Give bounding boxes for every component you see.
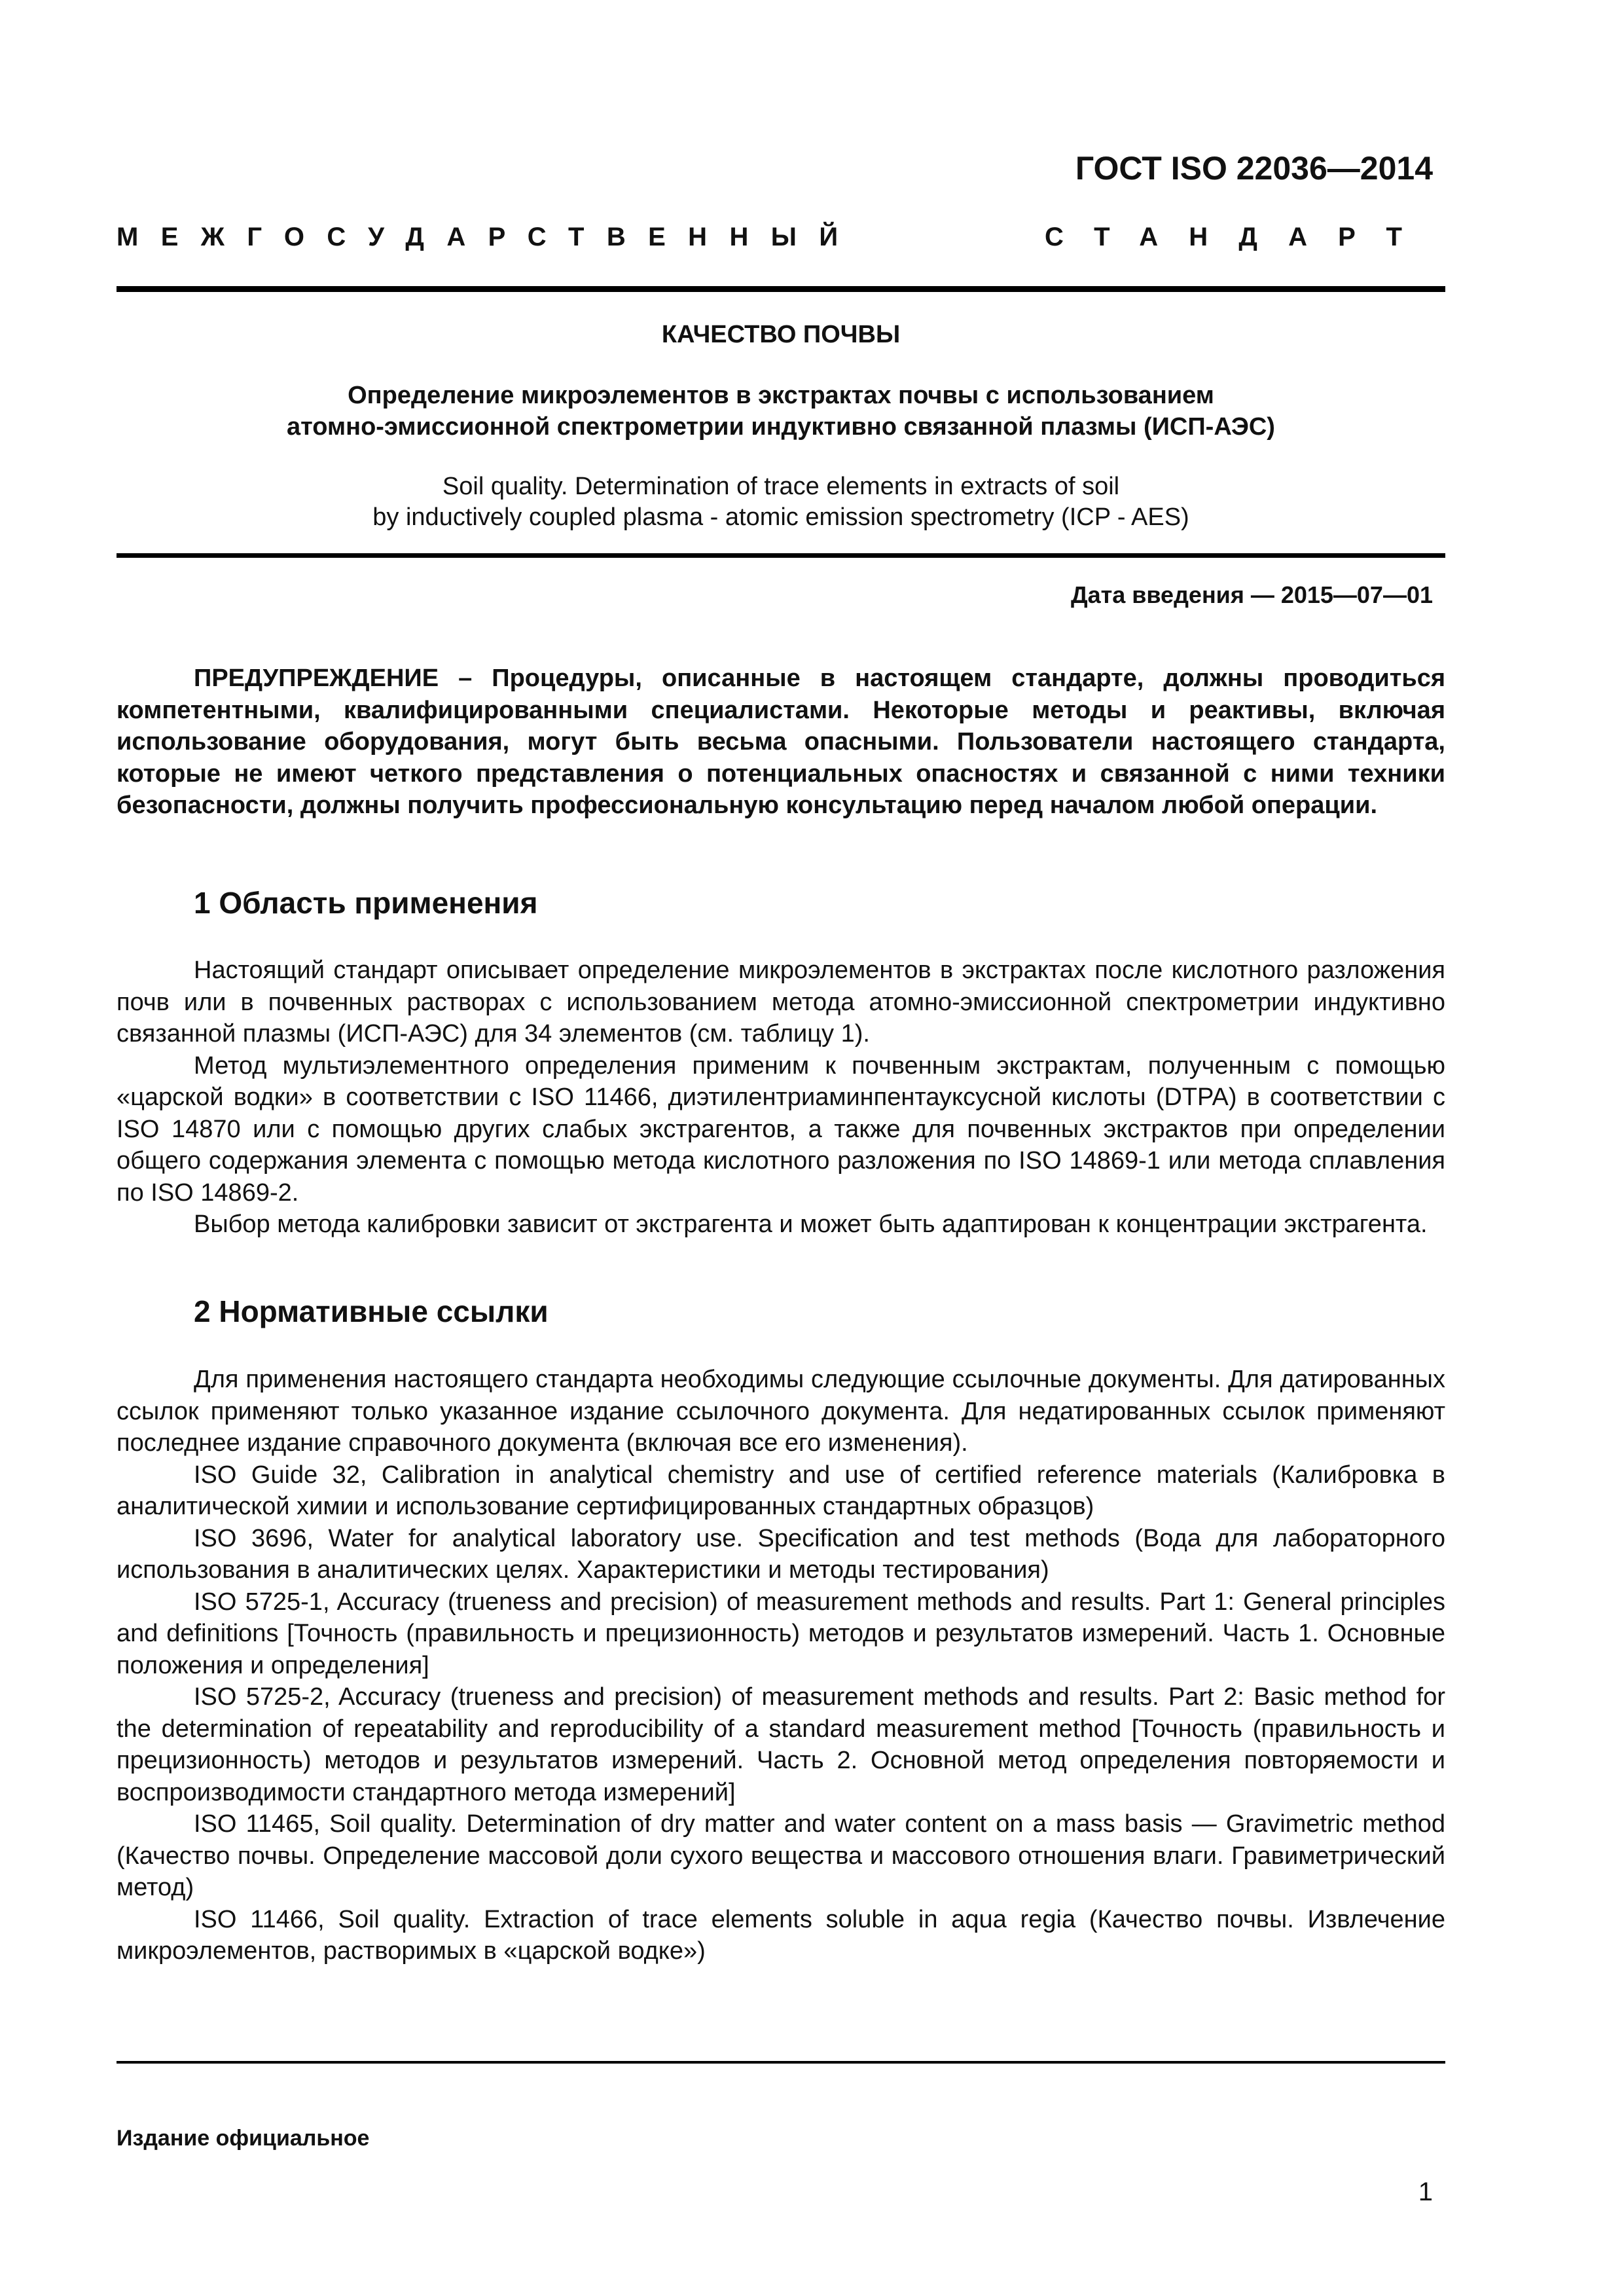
standard-designation: ГОСТ ISO 22036—2014 bbox=[1075, 150, 1433, 187]
footer-divider bbox=[117, 2061, 1445, 2064]
document-subtitle-en bbox=[117, 471, 1445, 533]
header-divider bbox=[117, 286, 1445, 292]
standard-type-label bbox=[117, 223, 1434, 252]
subtitle-ru-line-2: атомно-эмиссионной спектрометрии индуктивно связанной плазмы (ИСП-АЭС) bbox=[287, 413, 1275, 441]
subtitle-ru-line-1: Определение микроэлементов в экстрактах почвы с использованием bbox=[348, 382, 1214, 409]
subtitle-en-line-1: Soil quality. Determination of trace elements in extracts of soil bbox=[442, 473, 1120, 500]
warning-text: ПРЕДУПРЕЖДЕНИЕ – Процедуры, описанные в настоящем стандарте, должны проводиться компетентными, квалифицированными специалистами. Некоторые методы и реактивы, включая использование оборудования, могут быть весьма опасными. Пользователи настоящего стандарта, которые не имеют четкого представления о потенциальных опасностях и связанной с ними техники безопасности, должны получить профессиональную консультацию перед началом любой операции. bbox=[117, 665, 1445, 819]
page-number: 1 bbox=[1418, 2178, 1433, 2206]
section-body-normative-references bbox=[117, 1364, 1445, 1967]
standard-type-word-standard: СТАНДАРТ bbox=[1045, 223, 1434, 251]
date-of-introduction: Дата введения — 2015—07—01 bbox=[1070, 581, 1433, 608]
paragraph: Для применения настоящего стандарта необходимы следующие ссылочные документы. Для датированных ссылок применяют только указанное издание ссылочного документа. Для недатированных ссылок применяют последнее издание справочного документа (включая все его изменения). bbox=[117, 1366, 1445, 1457]
document-title: КАЧЕСТВО ПОЧВЫ bbox=[661, 321, 901, 348]
section-heading-normative-references: 2 Нормативные ссылки bbox=[194, 1294, 549, 1328]
standard-type-word-interstate: МЕЖГОСУДАРСТВЕННЫЙ bbox=[117, 223, 861, 251]
reference-item: ISO 3696, Water for analytical laboratory use. Specification and test methods (Вода для лабораторного использования в аналитических целях. Характеристики и методы тестирования) bbox=[117, 1524, 1445, 1584]
document-subtitle-ru bbox=[117, 380, 1445, 443]
reference-item: ISO Guide 32, Calibration in analytical chemistry and use of certified reference materials (Калибровка в аналитической химии и использование сертифицированных стандартных образцов) bbox=[117, 1461, 1445, 1520]
paragraph: Выбор метода калибровки зависит от экстрагента и может быть адаптирован к концентрации экстрагента. bbox=[194, 1211, 1428, 1238]
reference-item: ISO 5725-1, Accuracy (trueness and precision) of measurement methods and results. Part 1: General principles and definitions [Точность (правильность и прецизионность) методов и результатов измерений. Часть 1. Основные положения и определения] bbox=[117, 1588, 1445, 1679]
title-divider bbox=[117, 553, 1445, 558]
reference-item: ISO 11465, Soil quality. Determination of dry matter and water content on a mass basis — Gravimetric method (Качество почвы. Определение массовой доли сухого вещества и массового отношения влаги. Гравиметрический метод) bbox=[117, 1810, 1445, 1901]
section-body-scope bbox=[117, 955, 1445, 1241]
edition-label: Издание официальное bbox=[117, 2126, 370, 2151]
paragraph: Настоящий стандарт описывает определение микроэлементов в экстрактах после кислотного разложения почв или в почвенных растворах с использованием метода атомно-эмиссионной спектрометрии индуктивно связанной плазмы (ИСП-АЭС) для 34 элементов (см. таблицу 1). bbox=[117, 957, 1445, 1048]
reference-item: ISO 11466, Soil quality. Extraction of trace elements soluble in aqua regia (Качество почвы. Извлечение микроэлементов, растворимых в «царской водке») bbox=[117, 1905, 1445, 1965]
warning-paragraph bbox=[117, 663, 1445, 822]
paragraph: Метод мультиэлементного определения применим к почвенным экстрактам, полученным с помощью «царской водки» в соответствии с ISO 11466, диэтилентриаминпентауксусной кислоты (DTPA) в соответствии с ISO 14870 или с помощью других слабых экстрагентов, а также для почвенных экстрактов при определении общего содержания элемента с помощью метода кислотного разложения по ISO 14869-1 или метода сплавления по ISO 14869-2. bbox=[117, 1051, 1445, 1207]
reference-item: ISO 5725-2, Accuracy (trueness and precision) of measurement methods and results. Part 2: Basic method for the determination of repeatability and reproducibility of a standard measurement method [Точность (правильность и прецизионность) методов и результатов измерений. Часть 2. Основной метод определения повторяемости и воспроизводимости стандартного метода измерений] bbox=[117, 1683, 1445, 1806]
subtitle-en-line-2: by inductively coupled plasma - atomic emission spectrometry (ICP - AES) bbox=[372, 503, 1189, 531]
section-heading-scope: 1 Область применения bbox=[194, 886, 538, 920]
